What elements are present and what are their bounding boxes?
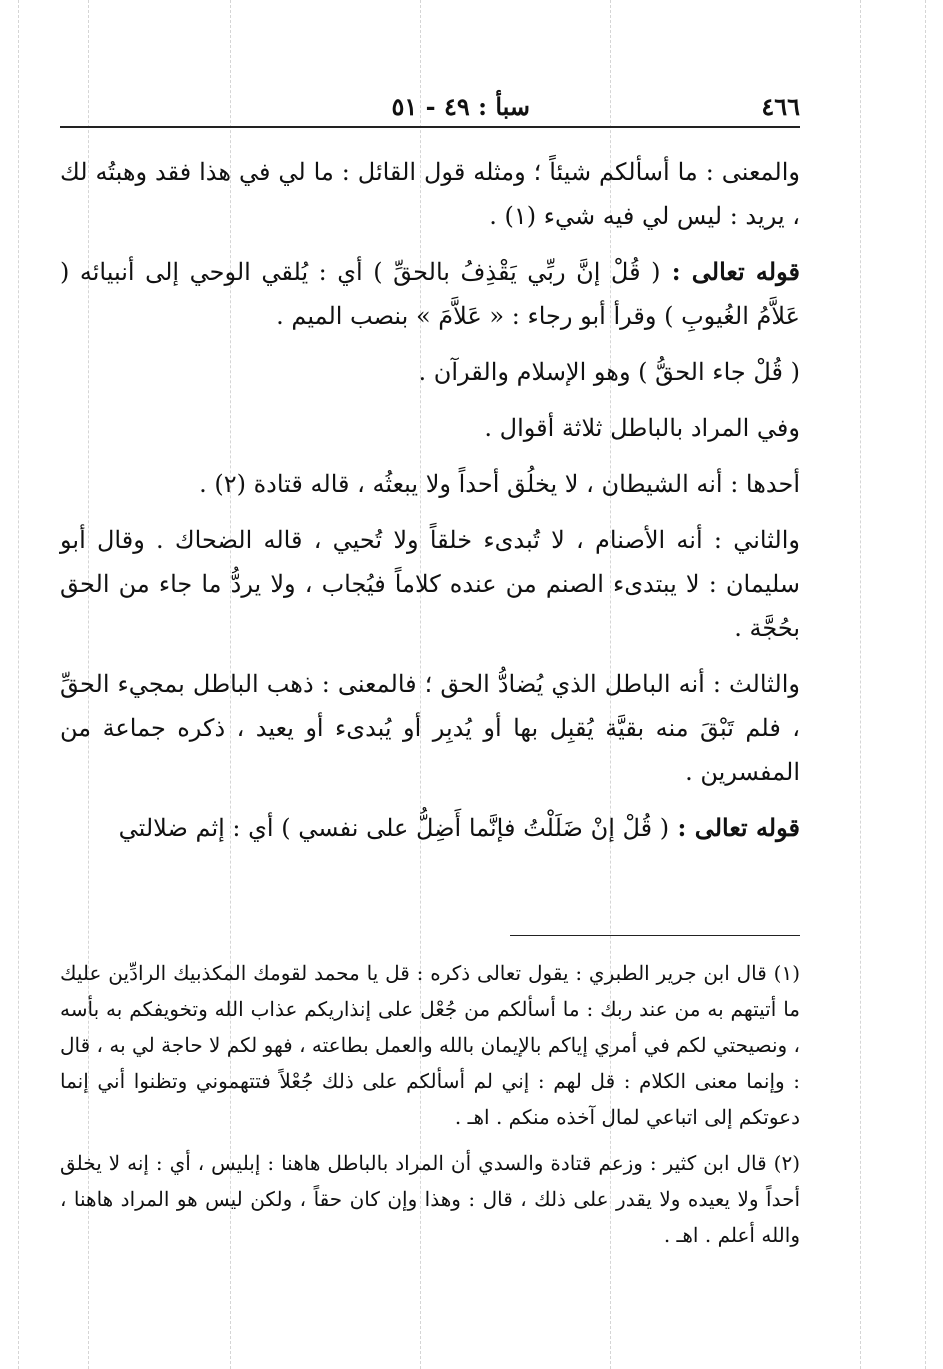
paragraph-lead: قوله تعالى : xyxy=(660,257,800,286)
margin-guide-line xyxy=(925,0,926,1369)
page-number: ٤٦٦ xyxy=(761,92,800,121)
paragraph xyxy=(60,462,800,506)
paragraph xyxy=(60,806,800,850)
margin-guide-line xyxy=(860,0,861,1369)
paragraph-text: وفي المراد بالباطل ثلاثة أقوال . xyxy=(484,414,800,442)
paragraph-text: والثالث : أنه الباطل الذي يُضادُّ الحق ؛ فالمعنى : ذهب الباطل بمجيء الحقِّ ، فلم تَبْقَ منه بقيَّة يُقبِل بها أو يُدبِر أو يُبدىء أو يعيد ، ذكره جماعة من المفسرين . xyxy=(60,670,800,786)
paragraph xyxy=(60,406,800,450)
header-rule xyxy=(60,126,800,128)
paragraph xyxy=(60,350,800,394)
paragraph-lead: قوله تعالى : xyxy=(669,813,800,842)
paragraph-text: والمعنى : ما أسألكم شيئاً ؛ ومثله قول القائل : ما لي في هذا فقد وهبتُه لك ، يريد : ليس لي فيه شيء (١) . xyxy=(60,158,800,230)
footnote-rule xyxy=(510,935,800,936)
running-title: سبأ : ٤٩ - ٥١ xyxy=(391,92,530,121)
paragraph xyxy=(60,662,800,794)
paragraph-text: ( قُلْ إنْ ضَلَلْتُ فإنَّما أَضِلُّ على نفسي ) أي : إثم ضلالتي xyxy=(118,814,670,842)
paragraph-text: أحدها : أنه الشيطان ، لا يخلُق أحداً ولا يبعثُه ، قاله قتادة (٢) . xyxy=(199,470,800,498)
footnote: (١) قال ابن جرير الطبري : يقول تعالى ذكره : قل يا محمد لقومك المكذبيك الرادِّين عليك ما أتيتهم به من عند ربك : ما أسألكم من جُعْل على إنذاريكم عذاب الله وتخويفكم به بأسه ، ونصيحتي لكم في أمري إياكم بالإيمان بالله والعمل بطاعته ، فهو لكم لا حاجة لي به ، قال : وإنما معنى الكلام : قل لهم : إني لم أسألكم على ذلك جُعْلاً فتتهموني وتظنوا أني إنما دعوتكم إلى اتباعي لمال آخذه منكم . اهـ . xyxy=(60,961,800,1129)
paragraph xyxy=(60,518,800,650)
paragraph-text: ( قُلْ جاء الحقُّ ) وهو الإسلام والقرآن . xyxy=(418,358,800,386)
paragraph xyxy=(60,150,800,238)
paragraph-text: ( قُلْ إنَّ ربِّي يَقْذِفُ بالحقِّ ) أي : يُلقي الوحي إلى أنبيائه ( عَلاَّمُ الغُيوبِ ) وقرأ أبو رجاء : « عَلاَّمَ » بنصب الميم . xyxy=(60,258,800,330)
paragraph-text: والثاني : أنه الأصنام ، لا تُبدىء خلقاً ولا تُحيي ، قاله الضحاك . وقال أبو سليمان : لا يبتدىء الصنم من عنده كلاماً فيُجاب ، ولا يردُّ ما جاء من الحق بحُجَّة . xyxy=(60,526,800,642)
paragraph xyxy=(60,250,800,338)
page-header xyxy=(70,86,800,126)
footnotes xyxy=(60,955,800,1263)
main-text xyxy=(60,150,800,862)
footnote: (٢) قال ابن كثير : وزعم قتادة والسدي أن المراد بالباطل هاهنا : إبليس ، أي : إنه لا يخلق أحداً ولا يعيده ولا يقدر على ذلك ، قال : وهذا وإن كان حقاً ، ولكن ليس هو المراد هاهنا ، والله أعلم . اهـ . xyxy=(60,1151,800,1247)
margin-guide-line xyxy=(18,0,19,1369)
